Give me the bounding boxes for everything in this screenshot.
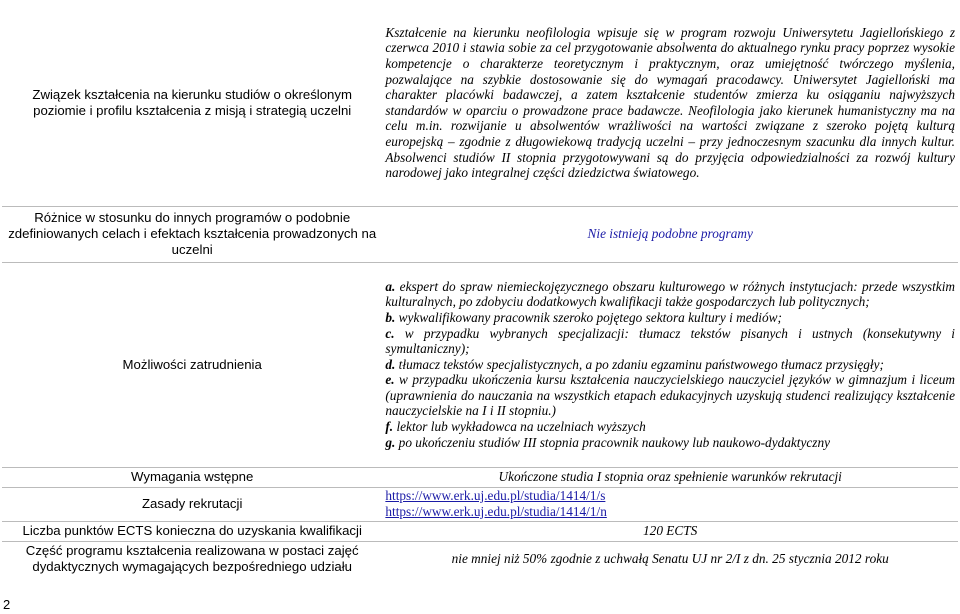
page-number: 2 (3, 597, 11, 612)
row-ects (2, 521, 958, 541)
list-item: e. w przypadku ukończenia kursu kształcenia nauczycielskiego nauczyciel języków w gimnazjum i liceum (uprawnienia do nauczania na wszystkich etapach edukacyjnych uzyskują studenci realizujący kształcenie nauczycielskie na I i II stopniu.) (385, 372, 955, 419)
row-didactic (2, 541, 958, 577)
list-item: c. w przypadku wybranych specjalizacji: tłumacz tekstów pisanych i ustnych (konsekutywny i symultaniczny); (385, 325, 955, 357)
label-ects: Liczba punktów ECTS konieczna do uzyskania kwalifikacji (2, 521, 382, 541)
row-relation (2, 0, 958, 206)
label-recruitment: Zasady rekrutacji (2, 487, 382, 521)
text-relation: Kształcenie na kierunku neofilologia wpisuje się w program rozwoju Uniwersytetu Jagiellońskiego z czerwca 2010 i stawia sobie za cel przygotowanie absolwenta do aktualnego rynku pracy poprzez wysokie kompetencje o charakterze teoretycznym i praktycznym, oraz umiejętność twórczego myślenia, pozwalające na szybkie dostosowanie się do wymagań pracodawcy. Uniwersytet Jagielloński ma charakter placówki badawczej, a zatem kształcenie studentów zmierza ku osiąganiu najwyższych standardów w oparciu o prowadzone prace badawcze. Neofilologia jako kierunek humanistyczny ma na celu m.in. rozwijanie u absolwentów wrażliwości na wartości związane z szeroko pojętą kulturą europejską – zgodnie z długowiekową tradycją uczelni – przy jednoczesnym szacunku dla innych kultur. Absolwenci studiów II stopnia przygotowywani są do przyjęcia odpowiedzialności za rozwój kultury narodowej jako integralnej części dziedzictwa światowego. (385, 24, 955, 181)
row-differences (2, 206, 958, 262)
row-recruitment (2, 487, 958, 521)
list-item: b. wykwalifikowany pracownik szeroko pojętego sektora kultury i mediów; (385, 309, 782, 325)
label-didactic: Część programu kształcenia realizowana w postaci zajęć dydaktycznych wymagających bezpośredniego udziału (2, 541, 382, 577)
recruitment-link-s[interactable]: https://www.erk.uj.edu.pl/studia/1414/1/s (385, 488, 606, 503)
label-differences: Różnice w stosunku do innych programów o podobnie zdefiniowanych celach i efektach kształcenia prowadzonych na uczelni (2, 206, 382, 262)
row-requirements (2, 467, 958, 487)
list-item: f. lektor lub wykładowca na uczelniach wyższych (385, 419, 646, 435)
text-didactic: nie mniej niż 50% zgodnie z uchwałą Senatu UJ nr 2/I z dn. 25 stycznia 2012 roku (382, 541, 958, 577)
text-differences: Nie istnieją podobne programy (382, 206, 958, 262)
text-requirements: Ukończone studia I stopnia oraz spełnienie warunków rekrutacji (382, 467, 958, 487)
employment-list (382, 262, 958, 467)
label-employment: Możliwości zatrudnienia (2, 262, 382, 467)
list-item: d. tłumacz tekstów specjalistycznych, a po zdaniu egzaminu państwowego tłumacz przysięgły; (385, 356, 884, 372)
program-table (2, 0, 958, 577)
recruitment-link-n[interactable]: https://www.erk.uj.edu.pl/studia/1414/1/n (385, 504, 607, 519)
label-requirements: Wymagania wstępne (2, 467, 382, 487)
list-item: g. po ukończeniu studiów III stopnia pracownik naukowy lub naukowo-dydaktyczny (385, 434, 831, 450)
row-employment (2, 262, 958, 467)
recruitment-links (382, 487, 958, 521)
label-relation: Związek kształcenia na kierunku studiów o określonym poziomie i profilu kształcenia z misją i strategią uczelni (32, 86, 352, 118)
text-ects: 120 ECTS (382, 521, 958, 541)
list-item: a. ekspert do spraw niemieckojęzycznego obszaru kulturowego w różnych instytucjach: przede wszystkim kulturalnych, po zdobyciu dodatkowych kwalifikacji także gospodarczych lub politycznych; (385, 278, 955, 310)
